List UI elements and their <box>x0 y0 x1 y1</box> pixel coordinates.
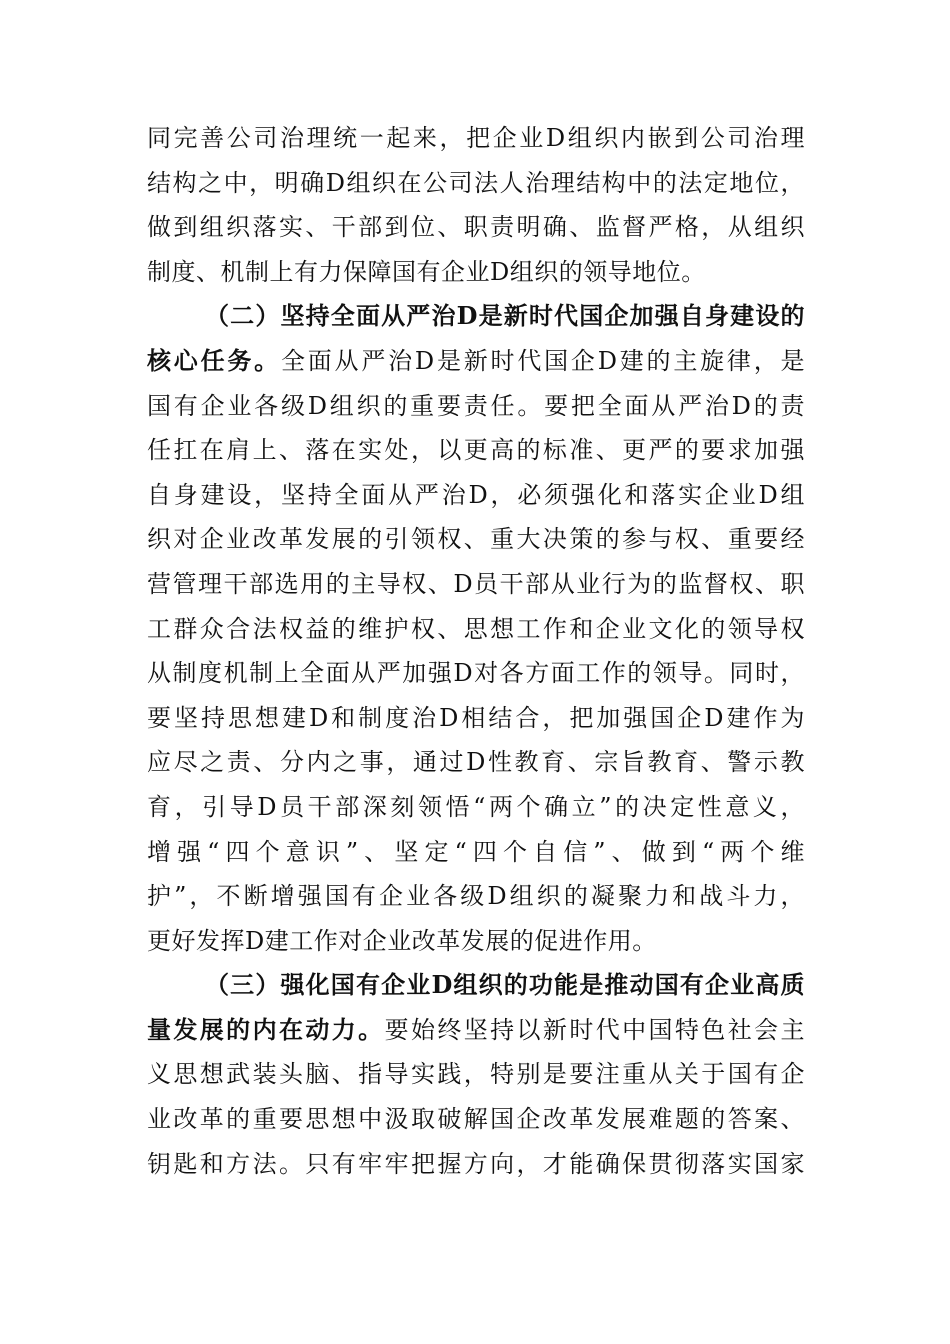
body-text: 增强“四个意识”、坚定“四个自信”、做到“两个维 <box>147 837 805 866</box>
body-text: 育，引导D员干部深刻领悟“两个确立”的决定性意义， <box>147 792 805 821</box>
body-text: 同完善公司治理统一起来，把企业D组织内嵌到公司治理 <box>147 124 805 152</box>
bold-text: （三）强化国有企业D组织的功能是推动国有企业高质 <box>205 970 805 1000</box>
body-text: 营管理干部选用的主导权、D员干部从业行为的监督权、职 <box>147 569 805 598</box>
text-line <box>147 339 805 384</box>
text-line <box>147 517 805 562</box>
text-line <box>147 384 805 429</box>
text-line <box>147 607 805 652</box>
section-heading-2 <box>147 294 805 339</box>
body-text: 织对企业改革发展的引领权、重大决策的参与权、重要经 <box>147 525 805 554</box>
body-text: 业改革的重要思想中汲取破解国企改革发展难题的答案、 <box>147 1105 805 1134</box>
bold-text: 核心任务。 <box>147 345 281 375</box>
section-heading-3 <box>147 963 805 1008</box>
text-line <box>147 1008 805 1053</box>
text-line <box>147 205 805 250</box>
body-text: 更好发挥D建工作对企业改革发展的促进作用。 <box>147 926 657 955</box>
body-text: 全面从严治D是新时代国企D建的主旋律，是 <box>280 346 806 375</box>
text-line <box>147 919 805 964</box>
body-text: 钥匙和方法。只有牢牢把握方向，才能确保贯彻落实国家 <box>147 1149 805 1178</box>
body-text: 国有企业各级D组织的重要责任。要把全面从严治D的责 <box>147 391 805 420</box>
text-line <box>147 874 805 919</box>
text-line <box>147 161 805 206</box>
body-text: 护”，不断增强国有企业各级D组织的凝聚力和战斗力， <box>147 882 805 911</box>
bold-text: 量发展的内在动力。 <box>147 1014 385 1044</box>
text-line <box>147 1097 805 1142</box>
body-text: 义思想武装头脑、指导实践，特别是要注重从关于国有企 <box>147 1060 805 1089</box>
body-text: 结构之中，明确D组织在公司法人治理结构中的法定地位， <box>147 168 805 197</box>
body-text: 工群众合法权益的维护权、思想工作和企业文化的领导权 <box>147 614 805 643</box>
text-line <box>147 740 805 785</box>
text-line <box>147 696 805 741</box>
text-line <box>147 562 805 607</box>
body-text: 任扛在肩上、落在实处，以更高的标准、更严的要求加强 <box>147 436 805 465</box>
body-text: 做到组织落实、干部到位、职责明确、监督严格，从组织 <box>147 213 805 242</box>
document-page <box>147 116 805 1186</box>
text-line <box>147 116 805 161</box>
body-text: 应尽之责、分内之事，通过D性教育、宗旨教育、警示教 <box>147 748 805 777</box>
text-line <box>147 473 805 518</box>
body-text: 自身建设，坚持全面从严治D，必须强化和落实企业D组 <box>147 480 805 509</box>
text-line <box>147 830 805 875</box>
text-line <box>147 428 805 473</box>
body-text: 从制度机制上全面从严加强D对各方面工作的领导。同时， <box>147 659 805 688</box>
text-line <box>147 785 805 830</box>
body-text: 要始终坚持以新时代中国特色社会主 <box>384 1015 805 1044</box>
text-line <box>147 1052 805 1097</box>
body-text: 要坚持思想建D和制度治D相结合，把加强国企D建作为 <box>147 703 805 732</box>
text-line <box>147 1142 805 1187</box>
text-line <box>147 651 805 696</box>
bold-text: （二）坚持全面从严治D是新时代国企加强自身建设的 <box>205 301 805 331</box>
text-line <box>147 250 805 295</box>
body-text: 制度、机制上有力保障国有企业D组织的领导地位。 <box>147 257 706 286</box>
